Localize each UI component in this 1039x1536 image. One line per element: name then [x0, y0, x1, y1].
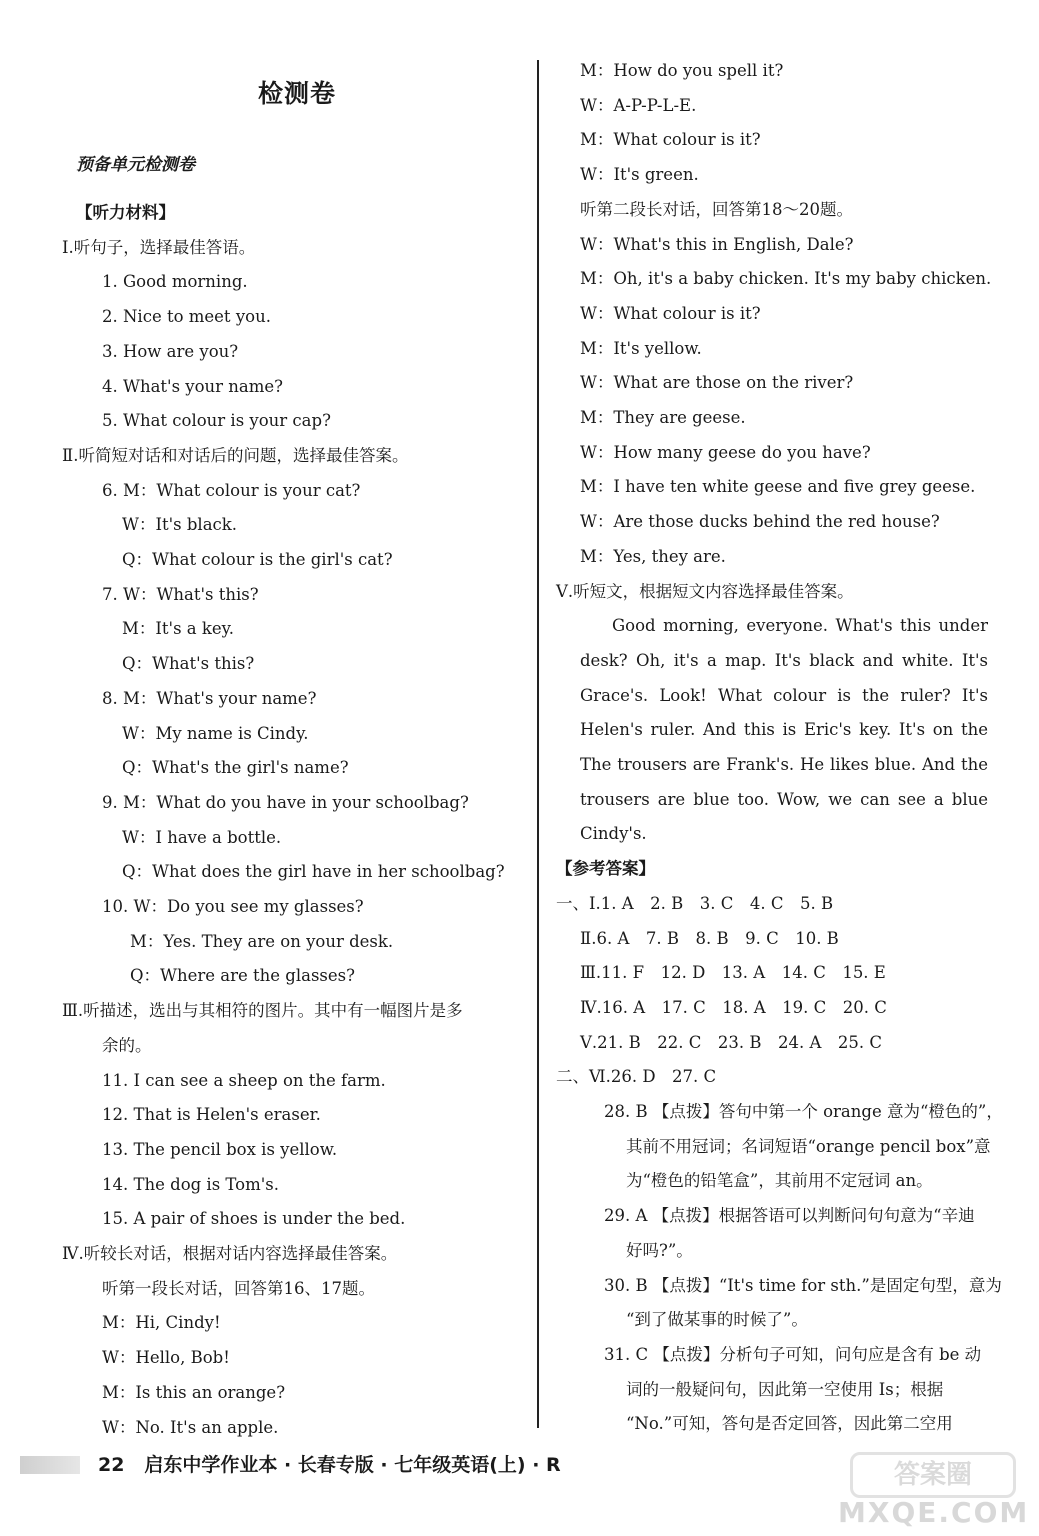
- left-line: Q：Where are the glasses?: [130, 966, 355, 985]
- left-line: W：My name is Cindy.: [122, 724, 309, 743]
- right-line: 28. B 【点拨】答句中第一个 orange 意为“橙色的”，: [604, 1102, 1003, 1121]
- left-line: W：No. It's an apple.: [102, 1418, 279, 1437]
- right-line: “到了做某事的时候了”。: [626, 1310, 808, 1329]
- left-line: Q：What colour is the girl's cat?: [122, 550, 393, 569]
- right-line: 一、Ⅰ.1. A 2. B 3. C 4. C 5. B: [556, 894, 834, 913]
- page-number: 22: [98, 1454, 125, 1476]
- right-line: W：A-P-P-L-E.: [580, 96, 697, 115]
- left-line: 4. What's your name?: [102, 377, 284, 396]
- column-divider: [537, 60, 539, 1428]
- left-line: M：Is this an orange?: [102, 1383, 286, 1402]
- left-line: 15. A pair of shoes is under the bed.: [102, 1209, 406, 1228]
- left-line: 11. I can see a sheep on the farm.: [102, 1071, 386, 1090]
- right-line: M：Yes, they are.: [580, 547, 726, 566]
- left-line: Ⅲ.听描述，选出与其相符的图片。其中有一幅图片是多: [62, 1001, 463, 1020]
- left-line: 13. The pencil box is yellow.: [102, 1140, 338, 1159]
- right-line: 听第二段长对话，回答第18～20题。: [580, 200, 853, 219]
- left-line: 2. Nice to meet you.: [102, 307, 271, 326]
- right-line: 词的一般疑问句，因此第一空使用 Is；根据: [626, 1380, 944, 1399]
- right-line: 31. C 【点拨】分析句子可知，问句应是含有 be 动: [604, 1345, 982, 1364]
- right-line: 二、Ⅵ.26. D 27. C: [556, 1067, 717, 1086]
- watermark-logo: 答案圈: [850, 1452, 1016, 1498]
- left-line: Ⅰ.听句子，选择最佳答语。: [62, 238, 256, 257]
- right-line: 30. B 【点拨】“It's time for sth.”是固定句型，意为: [604, 1276, 1002, 1295]
- right-line: 29. A 【点拨】根据答语可以判断问句句意为“辛迪: [604, 1206, 975, 1225]
- section-subtitle: 预备单元检测卷: [76, 155, 195, 175]
- right-line: Ⅱ.6. A 7. B 8. B 9. C 10. B: [580, 929, 839, 948]
- watermark-url: MXQE.COM: [838, 1496, 1030, 1529]
- left-line: 余的。: [102, 1036, 152, 1055]
- left-line: W：It's black.: [122, 515, 238, 534]
- left-line: 5. What colour is your cap?: [102, 411, 331, 430]
- book-title: 启东中学作业本 · 长春专版 · 七年级英语(上) · R: [144, 1454, 561, 1476]
- right-line: 【参考答案】: [556, 859, 655, 878]
- left-line: M：Yes. They are on your desk.: [130, 932, 394, 951]
- right-line: W：How many geese do you have?: [580, 443, 871, 462]
- left-line: 1. Good morning.: [102, 272, 248, 291]
- left-line: Q：What's the girl's name?: [122, 758, 349, 777]
- right-line: W：Are those ducks behind the red house?: [580, 512, 940, 531]
- left-line: 【听力材料】: [76, 203, 175, 222]
- right-line: Grace's. Look! What colour is the ruler? It's: [580, 686, 988, 705]
- right-line: Cindy's.: [580, 824, 647, 843]
- left-line: Q：What does the girl have in her schoolbag?: [122, 862, 505, 881]
- right-line: W：What colour is it?: [580, 304, 761, 323]
- left-line: 3. How are you?: [102, 342, 239, 361]
- right-line: Ⅴ.21. B 22. C 23. B 24. A 25. C: [580, 1033, 883, 1052]
- left-line: M：It's a key.: [122, 619, 235, 638]
- footer-decor-bar: [20, 1456, 80, 1474]
- left-line: W：Hello, Bob!: [102, 1348, 230, 1367]
- right-line: M：It's yellow.: [580, 339, 702, 358]
- left-line: Ⅱ.听简短对话和对话后的问题，选择最佳答案。: [62, 446, 409, 465]
- right-line: W：It's green.: [580, 165, 699, 184]
- page-title: 检测卷: [258, 79, 337, 108]
- left-line: 9. M：What do you have in your schoolbag?: [102, 793, 469, 812]
- right-line: desk? Oh, it's a map. It's black and white. It's: [580, 651, 988, 670]
- right-line: Ⅴ.听短文，根据短文内容选择最佳答案。: [556, 582, 854, 601]
- right-line: Ⅲ.11. F 12. D 13. A 14. C 15. E: [580, 963, 886, 982]
- right-line: W：What's this in English, Dale?: [580, 235, 854, 254]
- left-line: 12. That is Helen's eraser.: [102, 1105, 321, 1124]
- right-line: “No.”可知，答句是否定回答，因此第二空用: [626, 1414, 953, 1433]
- footer-text: [98, 1450, 561, 1477]
- left-line: 14. The dog is Tom's.: [102, 1175, 279, 1194]
- right-line: 为“橙色的铅笔盒”，其前用不定冠词 an。: [626, 1171, 933, 1190]
- right-line: Good morning, everyone. What's this under: [612, 616, 988, 635]
- right-line: M：What colour is it?: [580, 130, 761, 149]
- right-line: W：What are those on the river?: [580, 373, 854, 392]
- left-line: 6. M：What colour is your cat?: [102, 481, 361, 500]
- left-line: Ⅳ.听较长对话，根据对话内容选择最佳答案。: [62, 1244, 398, 1263]
- left-line: Q：What's this?: [122, 654, 255, 673]
- left-line: 7. W：What's this?: [102, 585, 259, 604]
- right-line: The trousers are Frank's. He likes blue. And the: [580, 755, 988, 774]
- right-line: 好吗?”。: [626, 1241, 693, 1260]
- right-line: M：They are geese.: [580, 408, 746, 427]
- right-line: 其前不用冠词；名词短语“orange pencil box”意: [626, 1137, 991, 1156]
- left-line: 10. W：Do you see my glasses?: [102, 897, 364, 916]
- right-line: Helen's ruler. And this is Eric's key. It's on the: [580, 720, 988, 739]
- right-line: Ⅳ.16. A 17. C 18. A 19. C 20. C: [580, 998, 887, 1017]
- right-line: M：Oh, it's a baby chicken. It's my baby chicken.: [580, 269, 992, 288]
- left-line: W：I have a bottle.: [122, 828, 282, 847]
- left-line: 8. M：What's your name?: [102, 689, 317, 708]
- right-line: trousers are blue too. Wow, we can see a blue: [580, 790, 988, 809]
- left-line: 听第一段长对话，回答第16、17题。: [102, 1279, 375, 1298]
- left-line: M：Hi, Cindy!: [102, 1313, 221, 1332]
- right-line: M：I have ten white geese and five grey geese.: [580, 477, 976, 496]
- right-line: M：How do you spell it?: [580, 61, 784, 80]
